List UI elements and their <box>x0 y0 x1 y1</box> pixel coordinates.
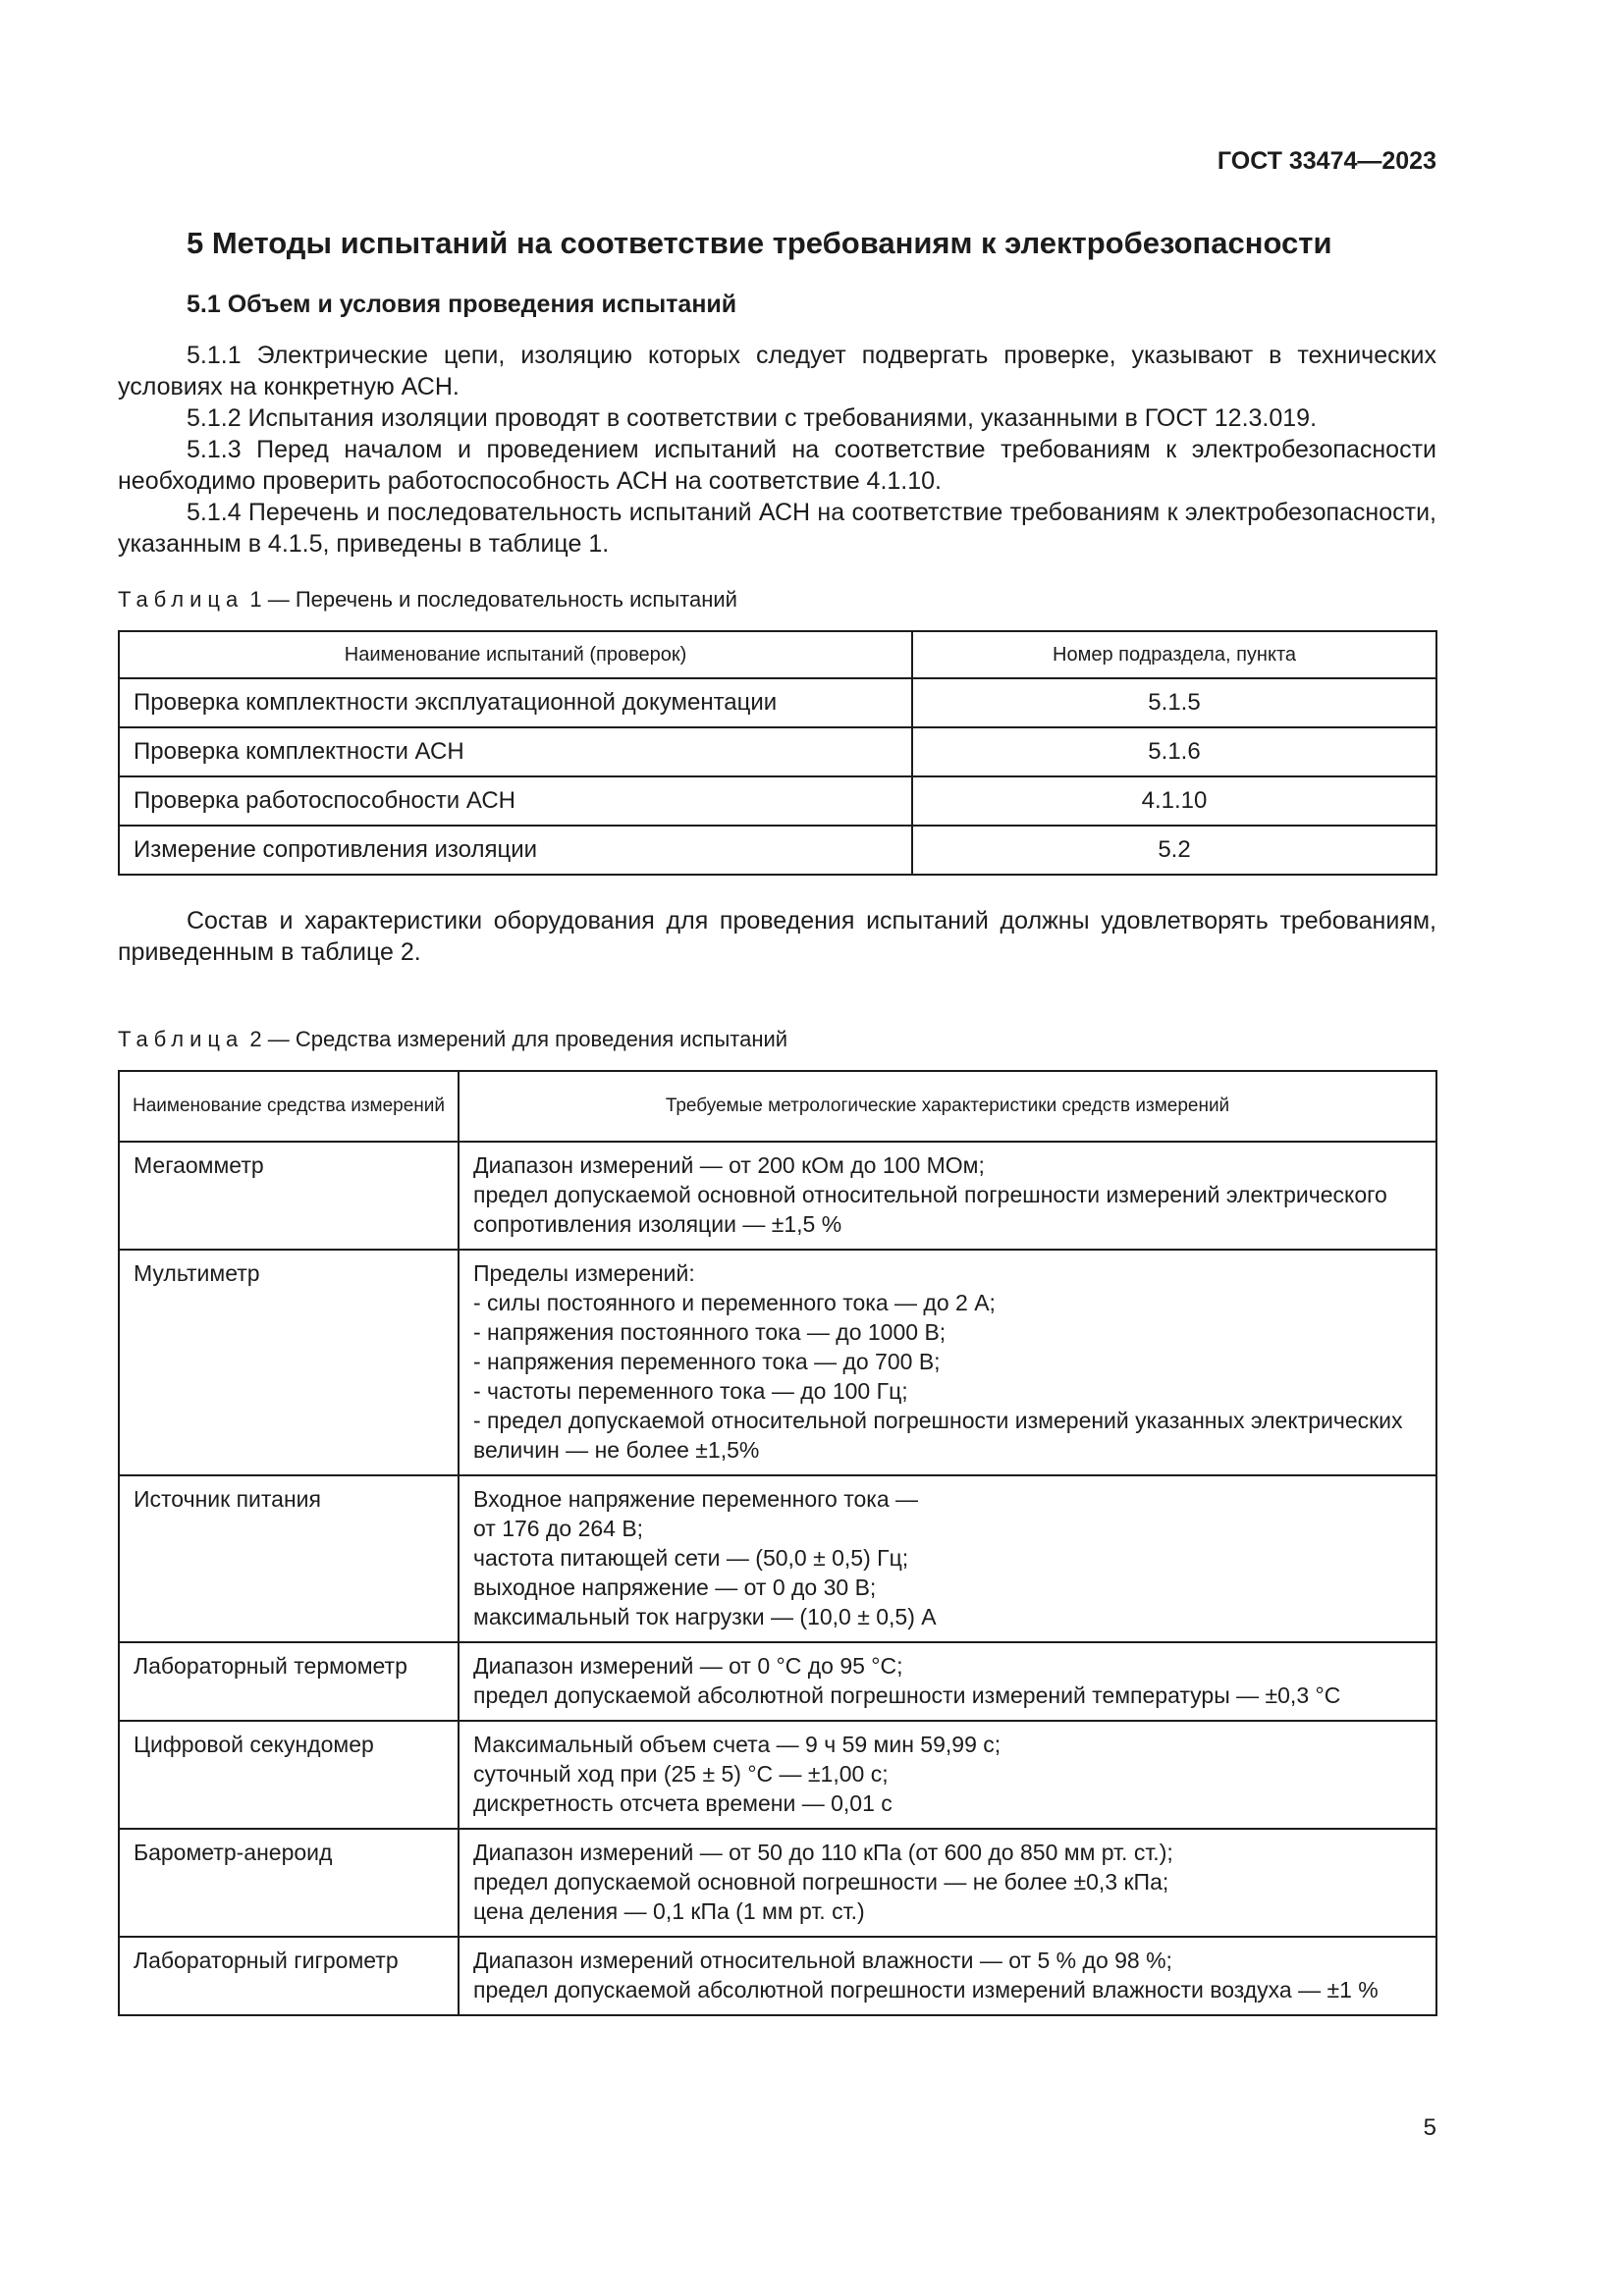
characteristic-line: Диапазон измерений относительной влажности — от 5 % до 98 %; <box>473 1948 1172 1973</box>
column-header-section-number: Номер подраздела, пункта <box>912 631 1436 678</box>
characteristic-line: выходное напряжение — от 0 до 30 В; <box>473 1575 877 1600</box>
characteristic-line: дискретность отсчета времени — 0,01 с <box>473 1790 893 1816</box>
characteristics-cell <box>459 1642 1436 1721</box>
instrument-name-cell: Цифровой секундомер <box>119 1721 459 1829</box>
characteristics-cell <box>459 1829 1436 1937</box>
characteristic-line: Входное напряжение переменного тока — <box>473 1486 919 1512</box>
instrument-name-cell: Лабораторный гигрометр <box>119 1937 459 2015</box>
characteristic-line: предел допускаемой абсолютной погрешности измерений влажности воздуха — ±1 % <box>473 1977 1379 2002</box>
page-number: 5 <box>1423 2114 1436 2141</box>
characteristic-line: предел допускаемой основной относительной погрешности измерений электрического сопротивления изоляции — ±1,5 % <box>473 1182 1387 1237</box>
characteristic-line: Диапазон измерений — от 0 °С до 95 °С; <box>473 1653 903 1679</box>
characteristic-line: максимальный ток нагрузки — (10,0 ± 0,5) А <box>473 1604 937 1629</box>
characteristics-cell <box>459 1937 1436 2015</box>
paragraph-5-1-1: 5.1.1 Электрические цепи, изоляцию которых следует подвергать проверке, указывают в технических условиях на конкретную АСН. <box>118 342 1436 400</box>
characteristic-line: от 176 до 264 В; <box>473 1516 644 1541</box>
characteristic-line: - напряжения постоянного тока — до 1000 В; <box>473 1319 947 1345</box>
section-number-cell: 4.1.10 <box>912 776 1436 826</box>
characteristic-line: предел допускаемой абсолютной погрешности измерений температуры — ±0,3 °С <box>473 1682 1341 1708</box>
paragraph-5-1-3: 5.1.3 Перед началом и проведением испытаний на соответствие требованиям к электробезопасности необходимо проверить работоспособность АСН на соответствие 4.1.10. <box>118 436 1436 495</box>
test-name-cell: Проверка работоспособности АСН <box>119 776 912 826</box>
characteristic-line: предел допускаемой основной погрешности — не более ±0,3 кПа; <box>473 1869 1169 1895</box>
table-row <box>119 1142 1436 1250</box>
table1-caption-text: 1 — Перечень и последовательность испытаний <box>244 587 737 612</box>
instrument-name-cell: Мультиметр <box>119 1250 459 1475</box>
table-row <box>119 1475 1436 1642</box>
table-row <box>119 727 1436 776</box>
test-name-cell: Проверка комплектности эксплуатационной документации <box>119 678 912 727</box>
characteristic-line: - частоты переменного тока — до 100 Гц; <box>473 1378 908 1404</box>
document-id: ГОСТ 33474—2023 <box>1217 147 1436 175</box>
characteristic-line: - предел допускаемой относительной погрешности измерений указанных электрических величин — не более ±1,5% <box>473 1408 1403 1463</box>
paragraph-5-1-4: 5.1.4 Перечень и последовательность испытаний АСН на соответствие требованиям к электробезопасности, указанным в 4.1.5, приведены в таблице 1. <box>118 499 1436 558</box>
table2-caption-text: 2 — Средства измерений для проведения испытаний <box>244 1027 788 1051</box>
characteristics-cell <box>459 1142 1436 1250</box>
instrument-name-cell: Барометр-анероид <box>119 1829 459 1937</box>
subsection-title: 5.1 Объем и условия проведения испытаний <box>187 291 737 318</box>
paragraph-5-1-2: 5.1.2 Испытания изоляции проводят в соответствии с требованиями, указанными в ГОСТ 12.3.019. <box>187 404 1318 432</box>
column-header-test-name: Наименование испытаний (проверок) <box>119 631 912 678</box>
section-number-cell: 5.2 <box>912 826 1436 875</box>
table-row <box>119 776 1436 826</box>
characteristics-cell <box>459 1721 1436 1829</box>
instrument-name-cell: Мегаомметр <box>119 1142 459 1250</box>
characteristic-line: Пределы измерений: <box>473 1260 695 1286</box>
table1-caption <box>118 587 737 613</box>
paragraph-equipment: Состав и характеристики оборудования для проведения испытаний должны удовлетворять требованиям, приведенным в таблице 2. <box>118 907 1436 966</box>
table-header-row <box>119 631 1436 678</box>
tests-table <box>118 630 1437 876</box>
characteristic-line: - напряжения переменного тока — до 700 В; <box>473 1349 941 1374</box>
section-number-cell: 5.1.6 <box>912 727 1436 776</box>
characteristic-line: суточный ход при (25 ± 5) °С — ±1,00 с; <box>473 1761 889 1787</box>
section-title: 5 Методы испытаний на соответствие требованиям к электробезопасности <box>187 226 1332 260</box>
table1-caption-word: Таблица <box>118 587 244 612</box>
test-name-cell: Измерение сопротивления изоляции <box>119 826 912 875</box>
characteristic-line: Максимальный объем счета — 9 ч 59 мин 59,99 с; <box>473 1732 1001 1757</box>
characteristic-line: - силы постоянного и переменного тока — до 2 А; <box>473 1290 996 1315</box>
table-row <box>119 1642 1436 1721</box>
table-row <box>119 1721 1436 1829</box>
instrument-name-cell: Лабораторный термометр <box>119 1642 459 1721</box>
table-row <box>119 826 1436 875</box>
table2-caption <box>118 1027 787 1052</box>
column-header-instrument: Наименование средства измерений <box>119 1071 459 1142</box>
table-row <box>119 1937 1436 2015</box>
table-row <box>119 678 1436 727</box>
characteristic-line: Диапазон измерений — от 200 кОм до 100 МОм; <box>473 1152 985 1178</box>
test-name-cell: Проверка комплектности АСН <box>119 727 912 776</box>
characteristics-cell <box>459 1475 1436 1642</box>
instruments-table <box>118 1070 1437 2016</box>
table-header-row <box>119 1071 1436 1142</box>
characteristics-cell <box>459 1250 1436 1475</box>
table2-caption-word: Таблица <box>118 1027 244 1051</box>
column-header-characteristics: Требуемые метрологические характеристики средств измерений <box>459 1071 1436 1142</box>
section-number-cell: 5.1.5 <box>912 678 1436 727</box>
table-row <box>119 1829 1436 1937</box>
characteristic-line: частота питающей сети — (50,0 ± 0,5) Гц; <box>473 1545 909 1571</box>
characteristic-line: Диапазон измерений — от 50 до 110 кПа (от 600 до 850 мм рт. ст.); <box>473 1840 1173 1865</box>
characteristic-line: цена деления — 0,1 кПа (1 мм рт. ст.) <box>473 1898 865 1924</box>
instrument-name-cell: Источник питания <box>119 1475 459 1642</box>
table-row <box>119 1250 1436 1475</box>
